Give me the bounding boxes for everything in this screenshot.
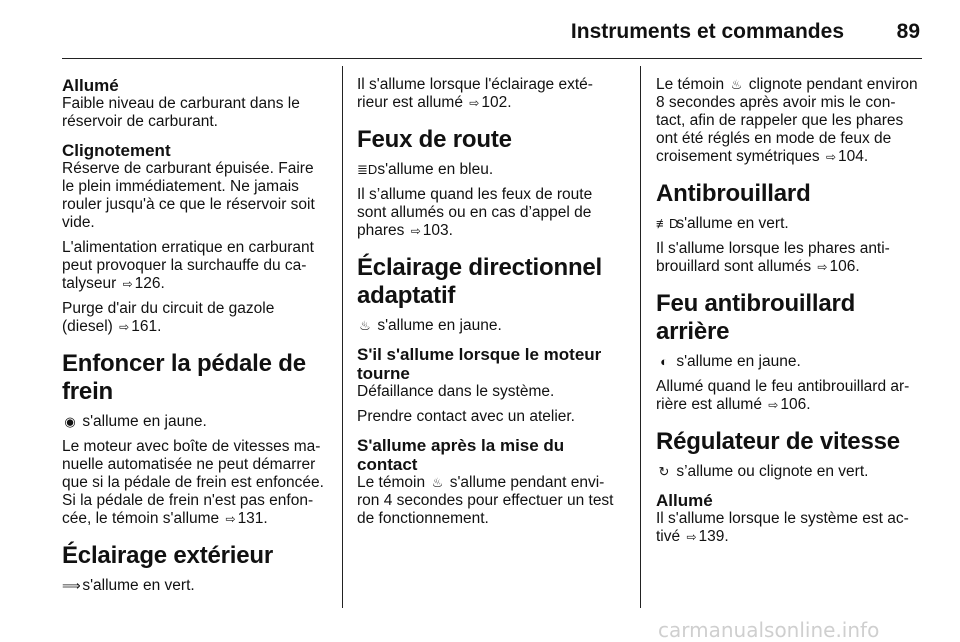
page-header-title: Instruments et commandes [570, 20, 844, 43]
paragraph-text: s'allume pendant envi- ron 4 secondes pour effectuer un test de fonctionnement. [357, 474, 614, 527]
page-number: 89 [896, 20, 920, 43]
paragraph [62, 300, 326, 336]
section-heading: Éclairage extérieur [62, 542, 273, 569]
paragraph [357, 474, 621, 528]
header-rule [62, 58, 922, 59]
paragraph-text: Il s’allume quand les feux de route sont allumés ou en cas d’appel de phares [357, 186, 593, 239]
status-line [357, 161, 621, 179]
page-ref-number: 102. [481, 94, 512, 111]
page-ref-icon: ⇨ [825, 150, 837, 164]
column-1 [62, 76, 326, 602]
paragraph-text: Purge d'air du circuit de gazole (diesel) [62, 300, 275, 335]
page-ref-icon: ⇨ [225, 512, 236, 526]
page-ref-icon: ⇨ [469, 96, 480, 110]
adaptive-light-icon: ♨ [431, 475, 444, 490]
paragraph: Faible niveau de carburant dans le réservoir de carburant. [62, 95, 300, 130]
page-ref-icon: ⇨ [119, 320, 130, 334]
section-heading: Enfoncer la pédale de frein [62, 350, 306, 405]
column-divider [640, 66, 641, 608]
paragraph-text: Il s'allume lorsque les phares anti- brouillard sont allumés [656, 240, 890, 275]
exterior-light-icon: ⟹ [62, 578, 81, 593]
paragraph [357, 186, 621, 240]
subheading: S'allume après la mise du contact [357, 436, 565, 474]
status-line [656, 215, 922, 233]
status-text: s’allume ou clignote en vert. [676, 463, 869, 480]
page-ref-icon: ⇨ [122, 277, 133, 291]
status-text: s'allume en vert. [82, 577, 195, 594]
page-ref-icon: ⇨ [817, 260, 828, 274]
paragraph [357, 76, 621, 112]
paragraph [656, 378, 922, 414]
section-heading: Éclairage directionnel adaptatif [357, 254, 603, 309]
subheading-clignotement: Clignotement [62, 141, 171, 160]
subheading-allume: Allumé [62, 76, 119, 95]
status-text: s'allume en jaune. [377, 317, 502, 334]
paragraph: Défaillance dans le système. [357, 383, 555, 400]
section-heading: Feu antibrouillard arrière [656, 290, 856, 345]
brake-warning-icon: ◉ [64, 414, 76, 429]
page-ref-number: 106. [780, 396, 811, 413]
page-ref-number: 126. [134, 275, 165, 292]
column-divider [342, 66, 343, 608]
subheading-allume: Allumé [656, 491, 713, 510]
section-heading: Régulateur de vitesse [656, 428, 900, 455]
cruise-control-icon: ↻ [658, 464, 670, 479]
page-ref-icon: ⇨ [410, 224, 421, 238]
page-ref-number: 139. [698, 528, 729, 545]
paragraph-text: Il s'allume lorsque l'éclairage exté- rieur est allumé [357, 76, 593, 111]
paragraph-text: Le témoin [357, 474, 426, 491]
fog-light-icon: ≢D [656, 216, 679, 231]
page-ref-number: 106. [829, 258, 860, 275]
status-line [62, 413, 326, 431]
adaptive-light-icon: ♨ [359, 318, 371, 333]
paragraph-text: L'alimentation erratique en carburant peut provoquer la surchauffe du ca- talyseur [62, 239, 314, 292]
paragraph [656, 510, 922, 546]
adaptive-light-icon: ♨ [730, 77, 743, 92]
page-ref-number: 131. [237, 510, 268, 527]
paragraph-text: Le moteur avec boîte de vitesses ma- nuelle automatisée ne peut démarrer que si la pédale de frein est enfoncée. Si la pédale de frein n'est pas enfon- cée, le témoin s'allume [62, 438, 324, 527]
paragraph: Prendre contact avec un atelier. [357, 408, 575, 425]
section-heading: Antibrouillard [656, 180, 811, 207]
status-line [357, 317, 621, 335]
status-text: s'allume en jaune. [676, 353, 801, 370]
watermark: carmanualsonline.info [658, 618, 880, 642]
paragraph [62, 438, 326, 528]
main-beam-icon: ≣D [357, 162, 378, 177]
paragraph [62, 239, 326, 293]
page-ref-number: 104. [838, 148, 869, 165]
status-text: s'allume en vert. [676, 215, 789, 232]
paragraph-text: clignote pendant environ 8 secondes après avoir mis le con- tact, afin de rappeler que les phares ont été réglés en mode de feux de croisement symétriques [656, 76, 918, 165]
column-2 [357, 76, 621, 535]
page-ref-number: 161. [131, 318, 162, 335]
paragraph: Réserve de carburant épuisée. Faire le plein immédiatement. Ne jamais rouler jusqu'à ce que le réservoir soit vide. [62, 160, 315, 231]
status-text: s'allume en bleu. [377, 161, 494, 178]
section-heading: Feux de route [357, 126, 512, 153]
status-line [62, 577, 326, 595]
page-ref-icon: ⇨ [686, 530, 697, 544]
paragraph-text: Allumé quand le feu antibrouillard ar- rière est allumé [656, 378, 910, 413]
paragraph [656, 76, 922, 166]
rear-fog-light-icon: ◐ [660, 354, 668, 369]
status-line [656, 353, 922, 371]
column-3 [656, 76, 922, 553]
paragraph [656, 240, 922, 276]
status-text: s'allume en jaune. [82, 413, 207, 430]
page-ref-number: 103. [422, 222, 453, 239]
page-ref-icon: ⇨ [768, 398, 779, 412]
status-line [656, 463, 922, 481]
paragraph-text: Il s'allume lorsque le système est ac- tivé [656, 510, 909, 545]
subheading: S'il s'allume lorsque le moteur tourne [357, 345, 602, 383]
paragraph-text: Le témoin [656, 76, 725, 93]
